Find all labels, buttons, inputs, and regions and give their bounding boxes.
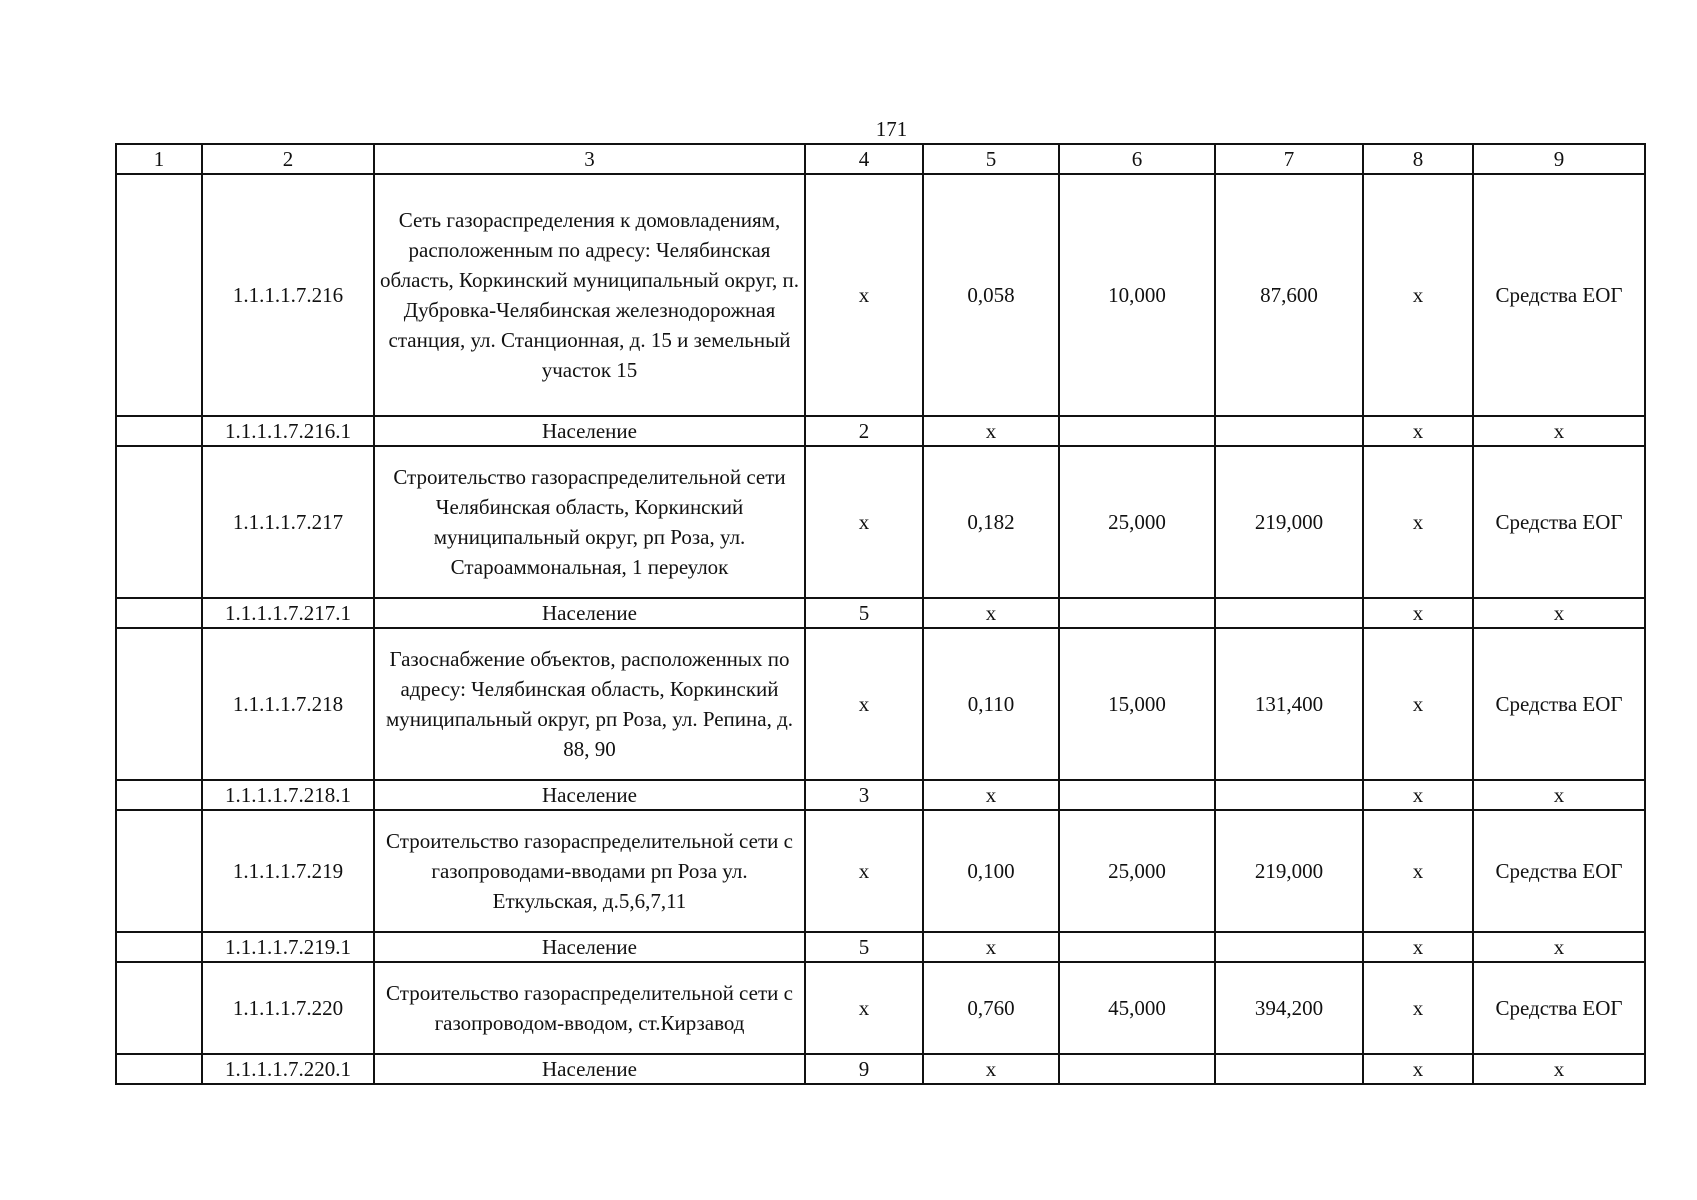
- cell-col1: [116, 598, 202, 628]
- cell-col4: х: [805, 174, 923, 416]
- cell-col8: х: [1363, 810, 1473, 932]
- cell-col5: 0,058: [923, 174, 1059, 416]
- cell-description: Население: [374, 932, 805, 962]
- cell-code: 1.1.1.1.7.216: [202, 174, 374, 416]
- cell-col1: [116, 1054, 202, 1084]
- cell-description: Строительство газораспределительной сети с газопроводами-вводами рп Роза ул. Еткульская, д.5,6,7,11: [374, 810, 805, 932]
- cell-col6: [1059, 932, 1215, 962]
- table-row: [116, 932, 1645, 962]
- cell-col7: 219,000: [1215, 446, 1363, 598]
- cell-col6: 25,000: [1059, 446, 1215, 598]
- cell-col9: х: [1473, 598, 1645, 628]
- cell-col6: [1059, 598, 1215, 628]
- cell-col7: 394,200: [1215, 962, 1363, 1054]
- cell-col8: х: [1363, 1054, 1473, 1084]
- cell-col5: х: [923, 416, 1059, 446]
- table-row: [116, 174, 1645, 416]
- column-header: 4: [805, 144, 923, 174]
- cell-col7: [1215, 598, 1363, 628]
- table-row: [116, 416, 1645, 446]
- cell-description: Газоснабжение объектов, расположенных по адресу: Челябинская область, Коркинский муниципальный округ, рп Роза, ул. Репина, д. 88, 90: [374, 628, 805, 780]
- cell-code: 1.1.1.1.7.218: [202, 628, 374, 780]
- cell-col8: х: [1363, 962, 1473, 1054]
- cell-col1: [116, 810, 202, 932]
- cell-col9: Средства ЕОГ: [1473, 962, 1645, 1054]
- cell-col5: 0,100: [923, 810, 1059, 932]
- cell-col7: 219,000: [1215, 810, 1363, 932]
- cell-description: Строительство газораспределительной сети с газопроводом-вводом, ст.Кирзавод: [374, 962, 805, 1054]
- cell-col8: х: [1363, 446, 1473, 598]
- column-header: 9: [1473, 144, 1645, 174]
- cell-col1: [116, 174, 202, 416]
- cell-col9: Средства ЕОГ: [1473, 174, 1645, 416]
- cell-col1: [116, 780, 202, 810]
- cell-description: Сеть газораспределения к домовладениям, расположенным по адресу: Челябинская область, Коркинский муниципальный округ, п. Дубровка-Челябинская железнодорожная станция, ул. Станционная, д. 15 и земельный участок 15: [374, 174, 805, 416]
- cell-col1: [116, 628, 202, 780]
- cell-col4: х: [805, 810, 923, 932]
- cell-col4: 5: [805, 932, 923, 962]
- cell-code: 1.1.1.1.7.220.1: [202, 1054, 374, 1084]
- cell-col4: 3: [805, 780, 923, 810]
- cell-col6: [1059, 416, 1215, 446]
- cell-col7: 87,600: [1215, 174, 1363, 416]
- cell-col4: 2: [805, 416, 923, 446]
- cell-col5: 0,182: [923, 446, 1059, 598]
- cell-col5: х: [923, 1054, 1059, 1084]
- data-table: [115, 143, 1646, 1085]
- cell-col4: 9: [805, 1054, 923, 1084]
- column-header: 3: [374, 144, 805, 174]
- cell-code: 1.1.1.1.7.216.1: [202, 416, 374, 446]
- cell-code: 1.1.1.1.7.217: [202, 446, 374, 598]
- cell-code: 1.1.1.1.7.217.1: [202, 598, 374, 628]
- table-row: [116, 446, 1645, 598]
- column-header: 7: [1215, 144, 1363, 174]
- cell-col8: х: [1363, 780, 1473, 810]
- column-header: 1: [116, 144, 202, 174]
- cell-description: Население: [374, 780, 805, 810]
- cell-code: 1.1.1.1.7.219.1: [202, 932, 374, 962]
- cell-col9: х: [1473, 416, 1645, 446]
- table-row: [116, 628, 1645, 780]
- cell-col8: х: [1363, 598, 1473, 628]
- cell-col6: [1059, 780, 1215, 810]
- cell-col6: 45,000: [1059, 962, 1215, 1054]
- column-header: 5: [923, 144, 1059, 174]
- cell-col8: х: [1363, 416, 1473, 446]
- cell-col1: [116, 446, 202, 598]
- cell-col5: 0,760: [923, 962, 1059, 1054]
- page-number: 171: [875, 117, 908, 141]
- cell-col6: 10,000: [1059, 174, 1215, 416]
- cell-description: Население: [374, 416, 805, 446]
- cell-code: 1.1.1.1.7.218.1: [202, 780, 374, 810]
- cell-col4: х: [805, 962, 923, 1054]
- column-header: 8: [1363, 144, 1473, 174]
- table-row: [116, 780, 1645, 810]
- cell-col9: х: [1473, 932, 1645, 962]
- cell-code: 1.1.1.1.7.220: [202, 962, 374, 1054]
- cell-col1: [116, 962, 202, 1054]
- cell-col7: [1215, 780, 1363, 810]
- table-row: [116, 598, 1645, 628]
- cell-col9: Средства ЕОГ: [1473, 446, 1645, 598]
- table-row: [116, 962, 1645, 1054]
- cell-col9: х: [1473, 780, 1645, 810]
- cell-col7: [1215, 932, 1363, 962]
- cell-col5: х: [923, 780, 1059, 810]
- cell-col5: 0,110: [923, 628, 1059, 780]
- cell-col8: х: [1363, 174, 1473, 416]
- cell-description: Население: [374, 598, 805, 628]
- column-header: 6: [1059, 144, 1215, 174]
- cell-col7: [1215, 416, 1363, 446]
- cell-col6: 15,000: [1059, 628, 1215, 780]
- cell-col1: [116, 932, 202, 962]
- cell-col4: 5: [805, 598, 923, 628]
- cell-description: Строительство газораспределительной сети Челябинская область, Коркинский муниципальный округ, рп Роза, ул. Староаммональная, 1 переулок: [374, 446, 805, 598]
- cell-col5: х: [923, 932, 1059, 962]
- column-header: 2: [202, 144, 374, 174]
- cell-col8: х: [1363, 628, 1473, 780]
- cell-col9: Средства ЕОГ: [1473, 810, 1645, 932]
- cell-col4: х: [805, 628, 923, 780]
- cell-col5: х: [923, 598, 1059, 628]
- header-row: [116, 144, 1645, 174]
- cell-col7: 131,400: [1215, 628, 1363, 780]
- cell-col9: Средства ЕОГ: [1473, 628, 1645, 780]
- cell-col9: х: [1473, 1054, 1645, 1084]
- table-row: [116, 1054, 1645, 1084]
- cell-col1: [116, 416, 202, 446]
- cell-col7: [1215, 1054, 1363, 1084]
- cell-col8: х: [1363, 932, 1473, 962]
- cell-col4: х: [805, 446, 923, 598]
- cell-code: 1.1.1.1.7.219: [202, 810, 374, 932]
- cell-col6: [1059, 1054, 1215, 1084]
- cell-col6: 25,000: [1059, 810, 1215, 932]
- table-row: [116, 810, 1645, 932]
- cell-description: Население: [374, 1054, 805, 1084]
